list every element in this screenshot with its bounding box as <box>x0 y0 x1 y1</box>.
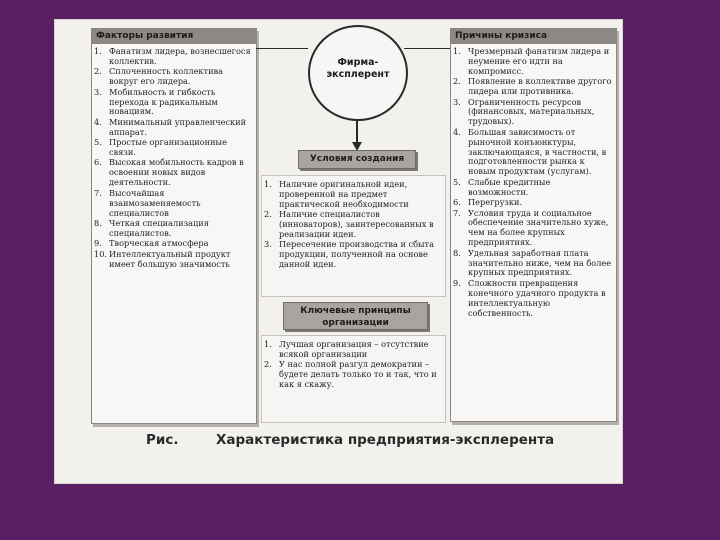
principles-label-line1: Ключевые принципы <box>300 306 411 316</box>
factor-item <box>92 158 256 188</box>
crisis-cause-item-number: 8. <box>453 247 461 258</box>
crisis-causes-title: Причины кризиса <box>451 29 616 44</box>
crisis-cause-item-number: 6. <box>453 197 461 208</box>
condition-item-text: Наличие оригинальной идеи, проверенной на предмет практической необходимости <box>279 179 409 209</box>
factor-item-number: 1. <box>94 46 102 56</box>
factor-item-text: Творческая атмосфера <box>109 238 209 249</box>
crisis-cause-item-text: Сложности превращения конечного удачного продукта в интеллектуальную собственность. <box>468 277 606 318</box>
crisis-cause-item <box>451 178 616 198</box>
crisis-causes-list <box>451 47 616 319</box>
factor-item <box>92 219 256 239</box>
principles-panel <box>261 335 446 423</box>
factor-item-text: Интеллектуальный продукт имеет большую значимость <box>109 248 231 269</box>
condition-item-number: 3. <box>264 239 272 250</box>
crisis-cause-item <box>451 209 616 249</box>
factor-item <box>92 118 256 138</box>
factor-item-number: 6. <box>94 157 102 168</box>
crisis-cause-item-text: Ограниченность ресурсов (финансовых, материальных, трудовых). <box>468 96 595 127</box>
factor-item-number: 5. <box>94 137 102 148</box>
condition-item-text: Пересечение производства и сбыта продукции, полученной на основе данной идеи. <box>279 239 434 270</box>
development-factors-list <box>92 47 256 270</box>
principles-label <box>283 302 428 330</box>
factor-item-number: 2. <box>94 66 102 77</box>
crisis-cause-item-text: Условия труда и социальное обеспечение значительно хуже, чем на более крупных предприятиях. <box>468 207 609 248</box>
crisis-cause-item-text: Слабые кредитные возможности. <box>468 176 551 197</box>
caption-prefix: Рис. <box>146 432 179 448</box>
factor-item-number: 8. <box>94 217 102 228</box>
development-factors-title: Факторы развития <box>92 29 256 44</box>
crisis-cause-item <box>451 98 616 128</box>
right-connector-line <box>404 48 450 49</box>
crisis-cause-item <box>451 279 616 319</box>
caption-text: Характеристика предприятия-эксплерента <box>216 432 555 448</box>
crisis-causes-box <box>450 28 617 422</box>
arrow-line <box>356 119 358 143</box>
factor-item-number: 9. <box>94 238 102 249</box>
scanned-figure <box>54 19 623 484</box>
crisis-cause-item <box>451 128 616 178</box>
principles-label-line2: организации <box>322 318 389 328</box>
principle-item <box>262 360 445 390</box>
firm-circle-label-line2: эксплерент <box>326 69 390 80</box>
factor-item-text: Четкая специализация специалистов. <box>109 217 209 238</box>
crisis-cause-item-number: 5. <box>453 176 461 187</box>
factor-item-number: 3. <box>94 86 102 97</box>
crisis-cause-item-number: 3. <box>453 96 461 107</box>
factor-item-text: Высочайшая взаимозаменяемость специалистов <box>109 187 201 218</box>
crisis-cause-item-text: Большая зависимость от рыночной конъюнктуры, заключающаяся, в частности, в подготовленности рынка к новым продуктам (услугам). <box>468 126 607 177</box>
condition-item-number: 1. <box>264 179 272 189</box>
firm-circle <box>308 25 408 121</box>
principle-item-text: Лучшая организация – отсутствие всякой организации <box>279 339 429 359</box>
principle-item-number: 1. <box>264 339 272 349</box>
development-factors-box <box>91 28 257 424</box>
crisis-cause-item-number: 1. <box>453 46 461 56</box>
condition-item-text: Наличие специалистов (инноваторов), заинтересованных в реализации идеи. <box>279 209 434 240</box>
principle-item <box>262 340 445 360</box>
factor-item <box>92 239 256 249</box>
factor-item <box>92 88 256 118</box>
crisis-cause-item-text: Чрезмерный фанатизм лидера и неумение его идти на компромисс. <box>468 46 610 76</box>
factor-item <box>92 138 256 158</box>
principle-item-number: 2. <box>264 359 272 370</box>
crisis-cause-item <box>451 198 616 208</box>
factor-item <box>92 67 256 87</box>
factor-item <box>92 250 256 270</box>
conditions-list <box>262 180 445 271</box>
factor-item-number: 10. <box>94 248 108 259</box>
firm-circle-label-line1: Фирма- <box>337 57 379 68</box>
factor-item-text: Мобильность и гибкость перехода к радикальным новациям. <box>109 86 218 117</box>
crisis-cause-item-number: 7. <box>453 207 461 218</box>
factor-item-number: 4. <box>94 116 102 127</box>
crisis-cause-item-text: Перегрузки. <box>468 197 523 208</box>
factor-item-text: Высокая мобильность кадров в освоении новых видов деятельности. <box>109 157 244 188</box>
crisis-cause-item-number: 4. <box>453 126 461 137</box>
factor-item <box>92 189 256 219</box>
factor-item-number: 7. <box>94 187 102 198</box>
factor-item-text: Минимальный управленческий аппарат. <box>109 116 247 137</box>
condition-item <box>262 180 445 210</box>
factor-item-text: Сплоченность коллектива вокруг его лидера. <box>109 66 224 87</box>
left-connector-line <box>256 48 308 49</box>
crisis-cause-item <box>451 249 616 279</box>
condition-item <box>262 210 445 240</box>
crisis-cause-item-number: 2. <box>453 76 461 87</box>
crisis-cause-item <box>451 47 616 77</box>
crisis-cause-item <box>451 77 616 97</box>
firm-circle-label <box>310 57 406 81</box>
crisis-cause-item-text: Удельная заработная плата значительно ниже, чем на более крупных предприятиях. <box>468 247 612 278</box>
crisis-cause-item-number: 9. <box>453 277 461 288</box>
factor-item <box>92 47 256 67</box>
crisis-cause-item-text: Появление в коллективе другого лидера или противника. <box>468 76 612 97</box>
factor-item-text: Простые организационные связи. <box>109 137 227 158</box>
factor-item-text: Фанатизм лидера, вознесшегося коллектив. <box>109 46 251 66</box>
condition-item-number: 2. <box>264 209 272 220</box>
conditions-panel <box>261 175 446 297</box>
principle-item-text: У нас полной разгул демократии – будете делать только то и так, что и как я скажу. <box>279 359 437 390</box>
principles-list <box>262 340 445 391</box>
condition-item <box>262 240 445 270</box>
conditions-label: Условия создания <box>298 150 416 169</box>
